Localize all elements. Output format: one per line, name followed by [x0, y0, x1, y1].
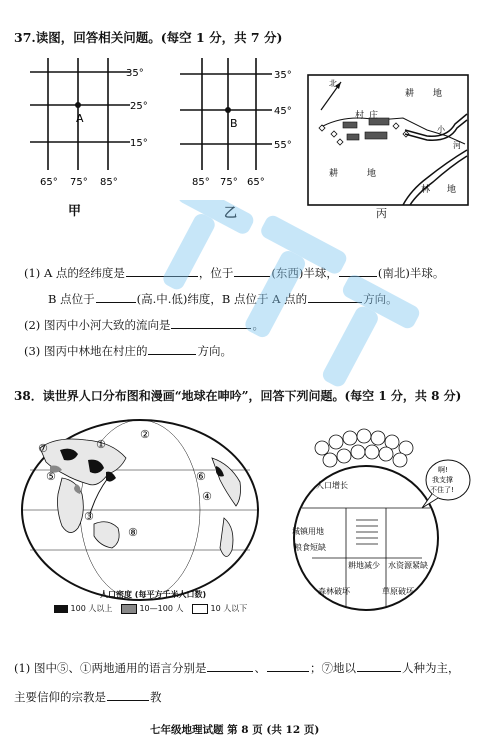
cartoon-label: 草原破坏 — [382, 587, 414, 596]
legend-swatch-mid — [121, 604, 137, 614]
legend-swatch-high — [54, 605, 68, 613]
bing-label: 耕 — [405, 89, 415, 99]
map-number: ③ — [84, 510, 94, 523]
map-number: ⑧ — [128, 526, 138, 539]
answer-blank[interactable] — [267, 660, 309, 672]
map-number: ⑥ — [196, 470, 206, 483]
point-a-label: A — [76, 112, 84, 125]
map-number: ④ — [202, 490, 212, 503]
answer-blank[interactable] — [96, 291, 136, 303]
caption-bing: 丙 — [376, 207, 387, 220]
bing-label: 村 — [355, 111, 365, 121]
answer-blank[interactable] — [107, 689, 149, 701]
lon-label: 65° — [247, 177, 265, 188]
lat-label: 45° — [274, 106, 292, 117]
q37-3: (3) 图丙中林地在村庄的 方向。 — [24, 344, 232, 358]
answer-blank[interactable] — [234, 265, 270, 277]
point-a-dot — [75, 102, 81, 108]
figure-yi — [180, 58, 305, 193]
cartoon-label: 森林破坏 — [318, 587, 350, 596]
answer-blank[interactable] — [207, 660, 253, 672]
bing-label: 地 — [367, 169, 377, 179]
earth-cartoon — [282, 418, 474, 618]
point-b-dot — [225, 107, 231, 113]
cartoon-label: 城镇用地 — [292, 527, 324, 536]
answer-blank[interactable] — [308, 291, 362, 303]
lat-label: 35° — [274, 70, 292, 81]
speech-text: 我支撑 — [432, 476, 453, 484]
caption-jia: 甲 — [68, 204, 82, 219]
q37-2: (2) 图丙中小河大致的流向是 。 — [24, 318, 264, 332]
lon-label: 85° — [100, 177, 118, 188]
cartoon-label: 耕地减少 — [348, 561, 380, 570]
q37-1-line2: B 点位于 (高.中.低)纬度，B 点位于 A 点的 方向。 — [48, 292, 398, 306]
speech-text: 不住了! — [430, 486, 454, 494]
bing-label: 庄 — [369, 111, 379, 121]
q38-title: 38．读世界人口分布图和漫画“地球在呻吟”，回答下列问题。(每空 1 分，共 8 分) — [14, 389, 462, 403]
world-population-map — [16, 418, 266, 618]
answer-blank[interactable] — [339, 265, 377, 277]
map-number: ⑦ — [38, 442, 48, 455]
north-label: 北 — [329, 79, 337, 88]
q38-1-line2: 主要信仰的宗教是 教 — [14, 690, 162, 704]
lat-label: 15° — [130, 138, 148, 149]
speech-text: 啊! — [438, 466, 448, 474]
answer-blank[interactable] — [148, 343, 196, 355]
map-number: ⑤ — [46, 470, 56, 483]
q38-1-line1: (1) 图中⑤、①两地通用的语言分别是 、 ；⑦地以 人种为主， — [14, 661, 460, 675]
lat-label: 35° — [126, 68, 144, 79]
lon-label: 65° — [40, 177, 58, 188]
lon-label: 75° — [70, 177, 88, 188]
lat-label: 25° — [130, 101, 148, 112]
figure-jia — [30, 58, 165, 193]
page-footer: 七年级地理试题 第 8 页 (共 12 页) — [150, 724, 320, 736]
answer-blank[interactable] — [126, 265, 198, 277]
lon-label: 85° — [192, 177, 210, 188]
cartoon-label: 粮食短缺 — [294, 543, 326, 552]
lon-label: 75° — [220, 177, 238, 188]
q37-1-line1: (1) A 点的经纬度是 ，位于 (东西)半球， (南北)半球。 — [24, 266, 445, 280]
cartoon-label: 水资源紧缺 — [388, 561, 428, 570]
point-b-label: B — [230, 117, 238, 130]
legend-title: 人口密度 (每平方千米人口数) — [100, 590, 207, 599]
lat-label: 55° — [274, 140, 292, 151]
river-label: 小 — [437, 125, 445, 134]
bing-label: 林 — [421, 185, 431, 195]
map-number: ② — [140, 428, 150, 441]
answer-blank[interactable] — [171, 317, 251, 329]
q37-title: 37.读图，回答相关问题。(每空 1 分，共 7 分) — [14, 30, 283, 45]
figure-bing — [307, 74, 470, 210]
cartoon-label: 人口增长 — [316, 481, 348, 490]
map-number: ① — [96, 438, 106, 451]
bing-label: 地 — [447, 185, 457, 195]
caption-yi: 乙 — [224, 206, 238, 221]
bing-label: 地 — [433, 89, 443, 99]
legend-swatch-low — [192, 604, 208, 614]
bing-label: 耕 — [329, 169, 339, 179]
river-label: 河 — [453, 141, 461, 150]
map-legend: 100 人以上 10—100 人 10 人以下 — [54, 603, 247, 614]
answer-blank[interactable] — [357, 660, 401, 672]
